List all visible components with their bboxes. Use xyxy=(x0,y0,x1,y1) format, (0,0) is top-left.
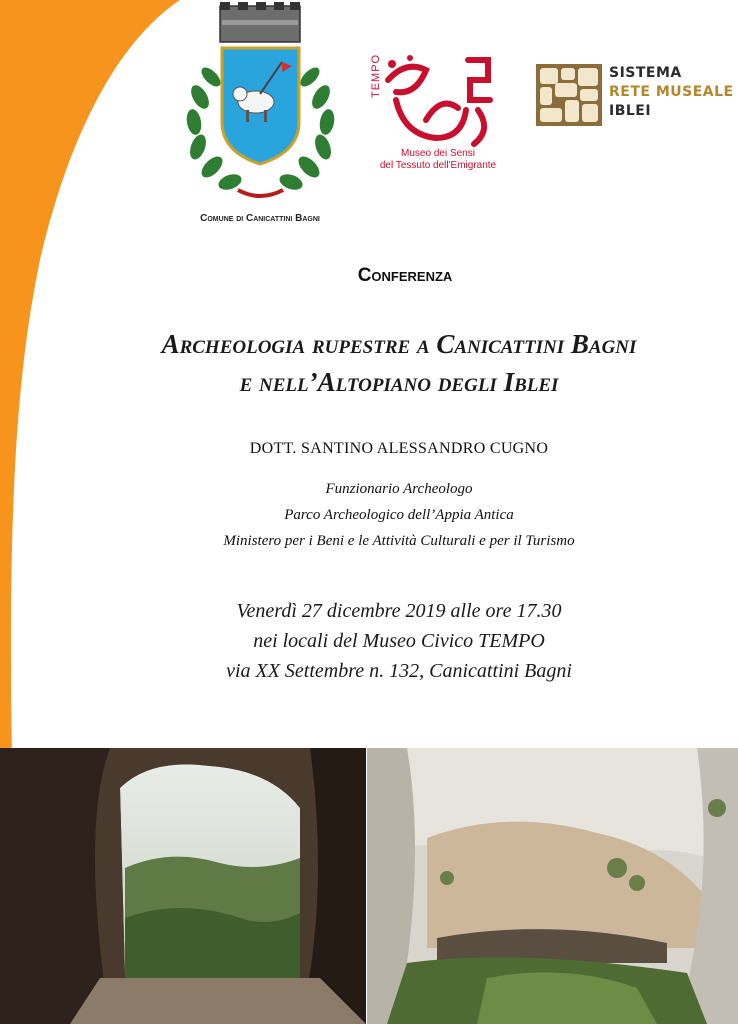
comune-label: Comune di Canicattini Bagni xyxy=(200,213,320,224)
event-date: Venerdì 27 dicembre 2019 alle ore 17.30 xyxy=(236,600,562,622)
comune-crest-icon xyxy=(178,2,343,207)
event-title-line2: e nell’Altopiano degli Iblei xyxy=(239,367,559,397)
speaker-role-3: Ministero per i Beni e le Attività Culturali e per il Turismo xyxy=(223,533,575,549)
event-kind-heading: Conferenza xyxy=(357,265,453,286)
cave-window-photo xyxy=(0,748,366,1024)
event-title xyxy=(60,325,738,401)
event-address: via XX Settembre n. 132, Canicattini Bagni xyxy=(226,660,572,682)
rete-line3: IBLEI xyxy=(609,103,652,119)
rete-line1: SISTEMA xyxy=(609,65,682,81)
tempo-caption xyxy=(368,148,508,172)
rete-museale-logo-icon xyxy=(536,64,602,126)
tempo-vertical-text: TEMPO xyxy=(370,53,382,98)
event-venue: nei locali del Museo Civico TEMPO xyxy=(253,630,545,652)
speaker-name: DOTT. SANTINO ALESSANDRO CUGNO xyxy=(249,440,549,457)
rete-museale-text xyxy=(609,64,734,121)
speaker-roles xyxy=(60,476,738,554)
speaker-role-1: Funzionario Archeologo xyxy=(325,481,473,497)
tempo-caption-line2: del Tessuto dell'Emigrante xyxy=(379,160,497,171)
event-title-line1: Archeologia rupestre a Canicattini Bagni xyxy=(161,329,637,359)
rete-line2: RETE MUSEALE xyxy=(609,84,734,100)
tempo-caption-line1: Museo dei Sensi xyxy=(401,148,475,159)
cliff-photo xyxy=(367,748,738,1024)
event-details xyxy=(60,596,738,686)
speaker-role-2: Parco Archeologico dell’Appia Antica xyxy=(284,507,514,523)
